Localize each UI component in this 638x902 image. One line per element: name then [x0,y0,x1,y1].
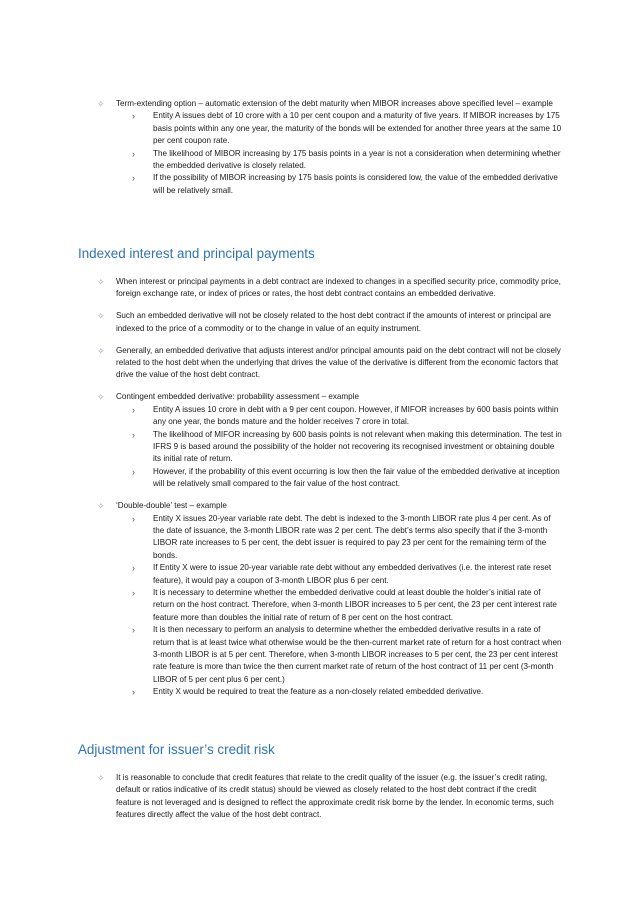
chevron-bullet-icon: › [132,148,135,159]
chevron-bullet-icon: › [132,587,135,598]
chevron-bullet-icon: › [132,404,135,415]
sub-item [116,404,562,429]
credit-section [0,772,638,822]
sub-list [116,404,562,491]
sub-item-text: The likelihood of MIFOR increasing by 600 basis points is not relevant when making this determination. The test in IFRS 9 is based around the possibility of the holder not recovering its recognised investment or obtaining double its initial rate of return. [153,429,562,464]
bullet-text: Such an embedded derivative will not be closely related to the host debt contract if the amounts of interest or principal are indexed to the price of a commodity or to the change in value of an equity instrument. [116,311,552,333]
bullet-indexed-1 [0,276,638,301]
chevron-bullet-icon: › [132,625,135,636]
chevron-bullet-icon: › [132,687,135,698]
sub-item-text: However, if the probability of this event occurring is low then the fair value of the embedded derivative at inception will be relatively small compared to the fair value of the host contract. [153,466,560,489]
bullet-term-extending [0,98,638,197]
sub-item-text: Entity A issues 10 crore in debt with a 9 per cent coupon. However, if MIFOR increases by 600 basis points within any one year, the bonds mature and the holder receives 7 crore in total. [153,404,559,427]
heading-indexed-interest: Indexed interest and principal payments [78,246,315,261]
bullet-text: Contingent embedded derivative: probability assessment – example [116,392,359,402]
sub-item-text: Entity A issues debt of 10 crore with a 10 per cent coupon and a maturity of five years. If MIBOR increases by 175 basis points within any one year, the maturity of the bonds will be extended for another three years at the same 10 per cent coupon rate. [153,111,562,146]
bullet-contingent-example [0,391,638,490]
chevron-bullet-icon: › [132,111,135,122]
bullet-text: It is reasonable to conclude that credit features that relate to the credit quality of the issuer (e.g. the issuer’s credit rating, default or ratios indicative of its credit status) should be viewed as closely related to the host debt contract if the credit feature is not leveraged and is designed to reflect the approximate credit risk borne by the lender. In economic terms, such features directly affect the value of the host debt contract. [116,773,554,820]
star-bullet-icon: ✧ [97,773,105,783]
star-bullet-icon: ✧ [97,345,105,356]
star-bullet-icon: ✧ [97,392,105,403]
chevron-bullet-icon: › [132,429,135,440]
sub-item [116,587,562,624]
sub-item [116,148,562,173]
bullet-text: ‘Double-double’ test – example [116,501,227,511]
sub-item-text: It is necessary to determine whether the embedded derivative could at least double the holder’s initial rate of return on the host contract. Therefore, when 3-month LIBOR increases to 5 per cent, the 23 per cent interest rate feature more than doubles the initial rate of return of 8 per cent on the host contract. [153,587,557,622]
sub-item [116,686,562,698]
star-bullet-icon: ✧ [97,501,105,512]
sub-item-text: If Entity X were to issue 20-year variable rate debt without any embedded derivatives (i.e. the interest rate reset feature), it would pay a coupon of 3-month LIBOR plus 6 per cent. [153,563,552,585]
bullet-text: Generally, an embedded derivative that adjusts interest and/or principal amounts paid on the debt contract will not be closely related to the host debt when the underlying that drives the value of the derivative is different from the economic factors that drive the value of the host debt contract. [116,345,561,380]
sub-item [116,624,562,686]
bullet-credit-1 [0,772,638,822]
sub-item-text: The likelihood of MIBOR increasing by 175 basis points in a year is not a consideration when determining whether the embedded derivative is closely related. [153,148,561,171]
chevron-bullet-icon: › [132,173,135,184]
sub-item-text: Entity X would be required to treat the feature as a non-closely related embedded derivative. [153,687,484,697]
chevron-bullet-icon: › [132,513,135,524]
star-bullet-icon: ✧ [97,277,105,287]
sub-item [116,513,562,563]
indexed-section [0,276,638,699]
sub-item-text: It is then necessary to perform an analysis to determine whether the embedded derivative results in a rate of return that is at least twice what otherwise would be the then-current market rate of return for a host contract when 3-month LIBOR is at 5 per cent. Therefore, when 3-month LIBOR increases to 5 per cent, the 23 per cent interest rate feature is more than twice the then current market rate of return of the host contract of 11 per cent (3-month LIBOR of 5 per cent plus 6 per cent.) [153,625,562,684]
sub-item-text: If the possibility of MIBOR increasing by 175 basis points is considered low, the value of the embedded derivative will be relatively small. [153,173,558,195]
sub-item-text: Entity X issues 20-year variable rate debt. The debt is indexed to the 3-month LIBOR rate plus 4 per cent. As of the date of issuance, the 3-month LIBOR rate was 2 per cent. The debt’s terms also specify that if the 3-month LIBOR rate increases to 5 per cent, the debt issuer is required to pay 23 per cent for the remaining term of the bonds. [153,513,551,560]
bullet-text: Term-extending option – automatic extension of the debt maturity when MIBOR increases above specified level – example [116,99,553,108]
chevron-bullet-icon: › [132,466,135,477]
star-bullet-icon: ✧ [97,99,105,109]
sub-item [116,466,562,491]
sub-item [116,429,562,466]
bullet-indexed-2 [0,310,638,335]
sub-item [116,172,562,197]
sub-item [116,110,562,147]
term-extending-section [0,98,638,197]
heading-credit-risk: Adjustment for issuer’s credit risk [78,742,275,757]
chevron-bullet-icon: › [132,563,135,574]
star-bullet-icon: ✧ [97,311,105,322]
bullet-text: When interest or principal payments in a debt contract are indexed to changes in a specified security price, commodity price, foreign exchange rate, or index of prices or rates, the host debt contract contains an embedded derivative. [116,277,561,299]
sub-item [116,562,562,587]
sub-list [116,513,562,699]
bullet-indexed-3 [0,345,638,382]
bullet-double-double-example [0,500,638,699]
sub-list [116,110,562,197]
